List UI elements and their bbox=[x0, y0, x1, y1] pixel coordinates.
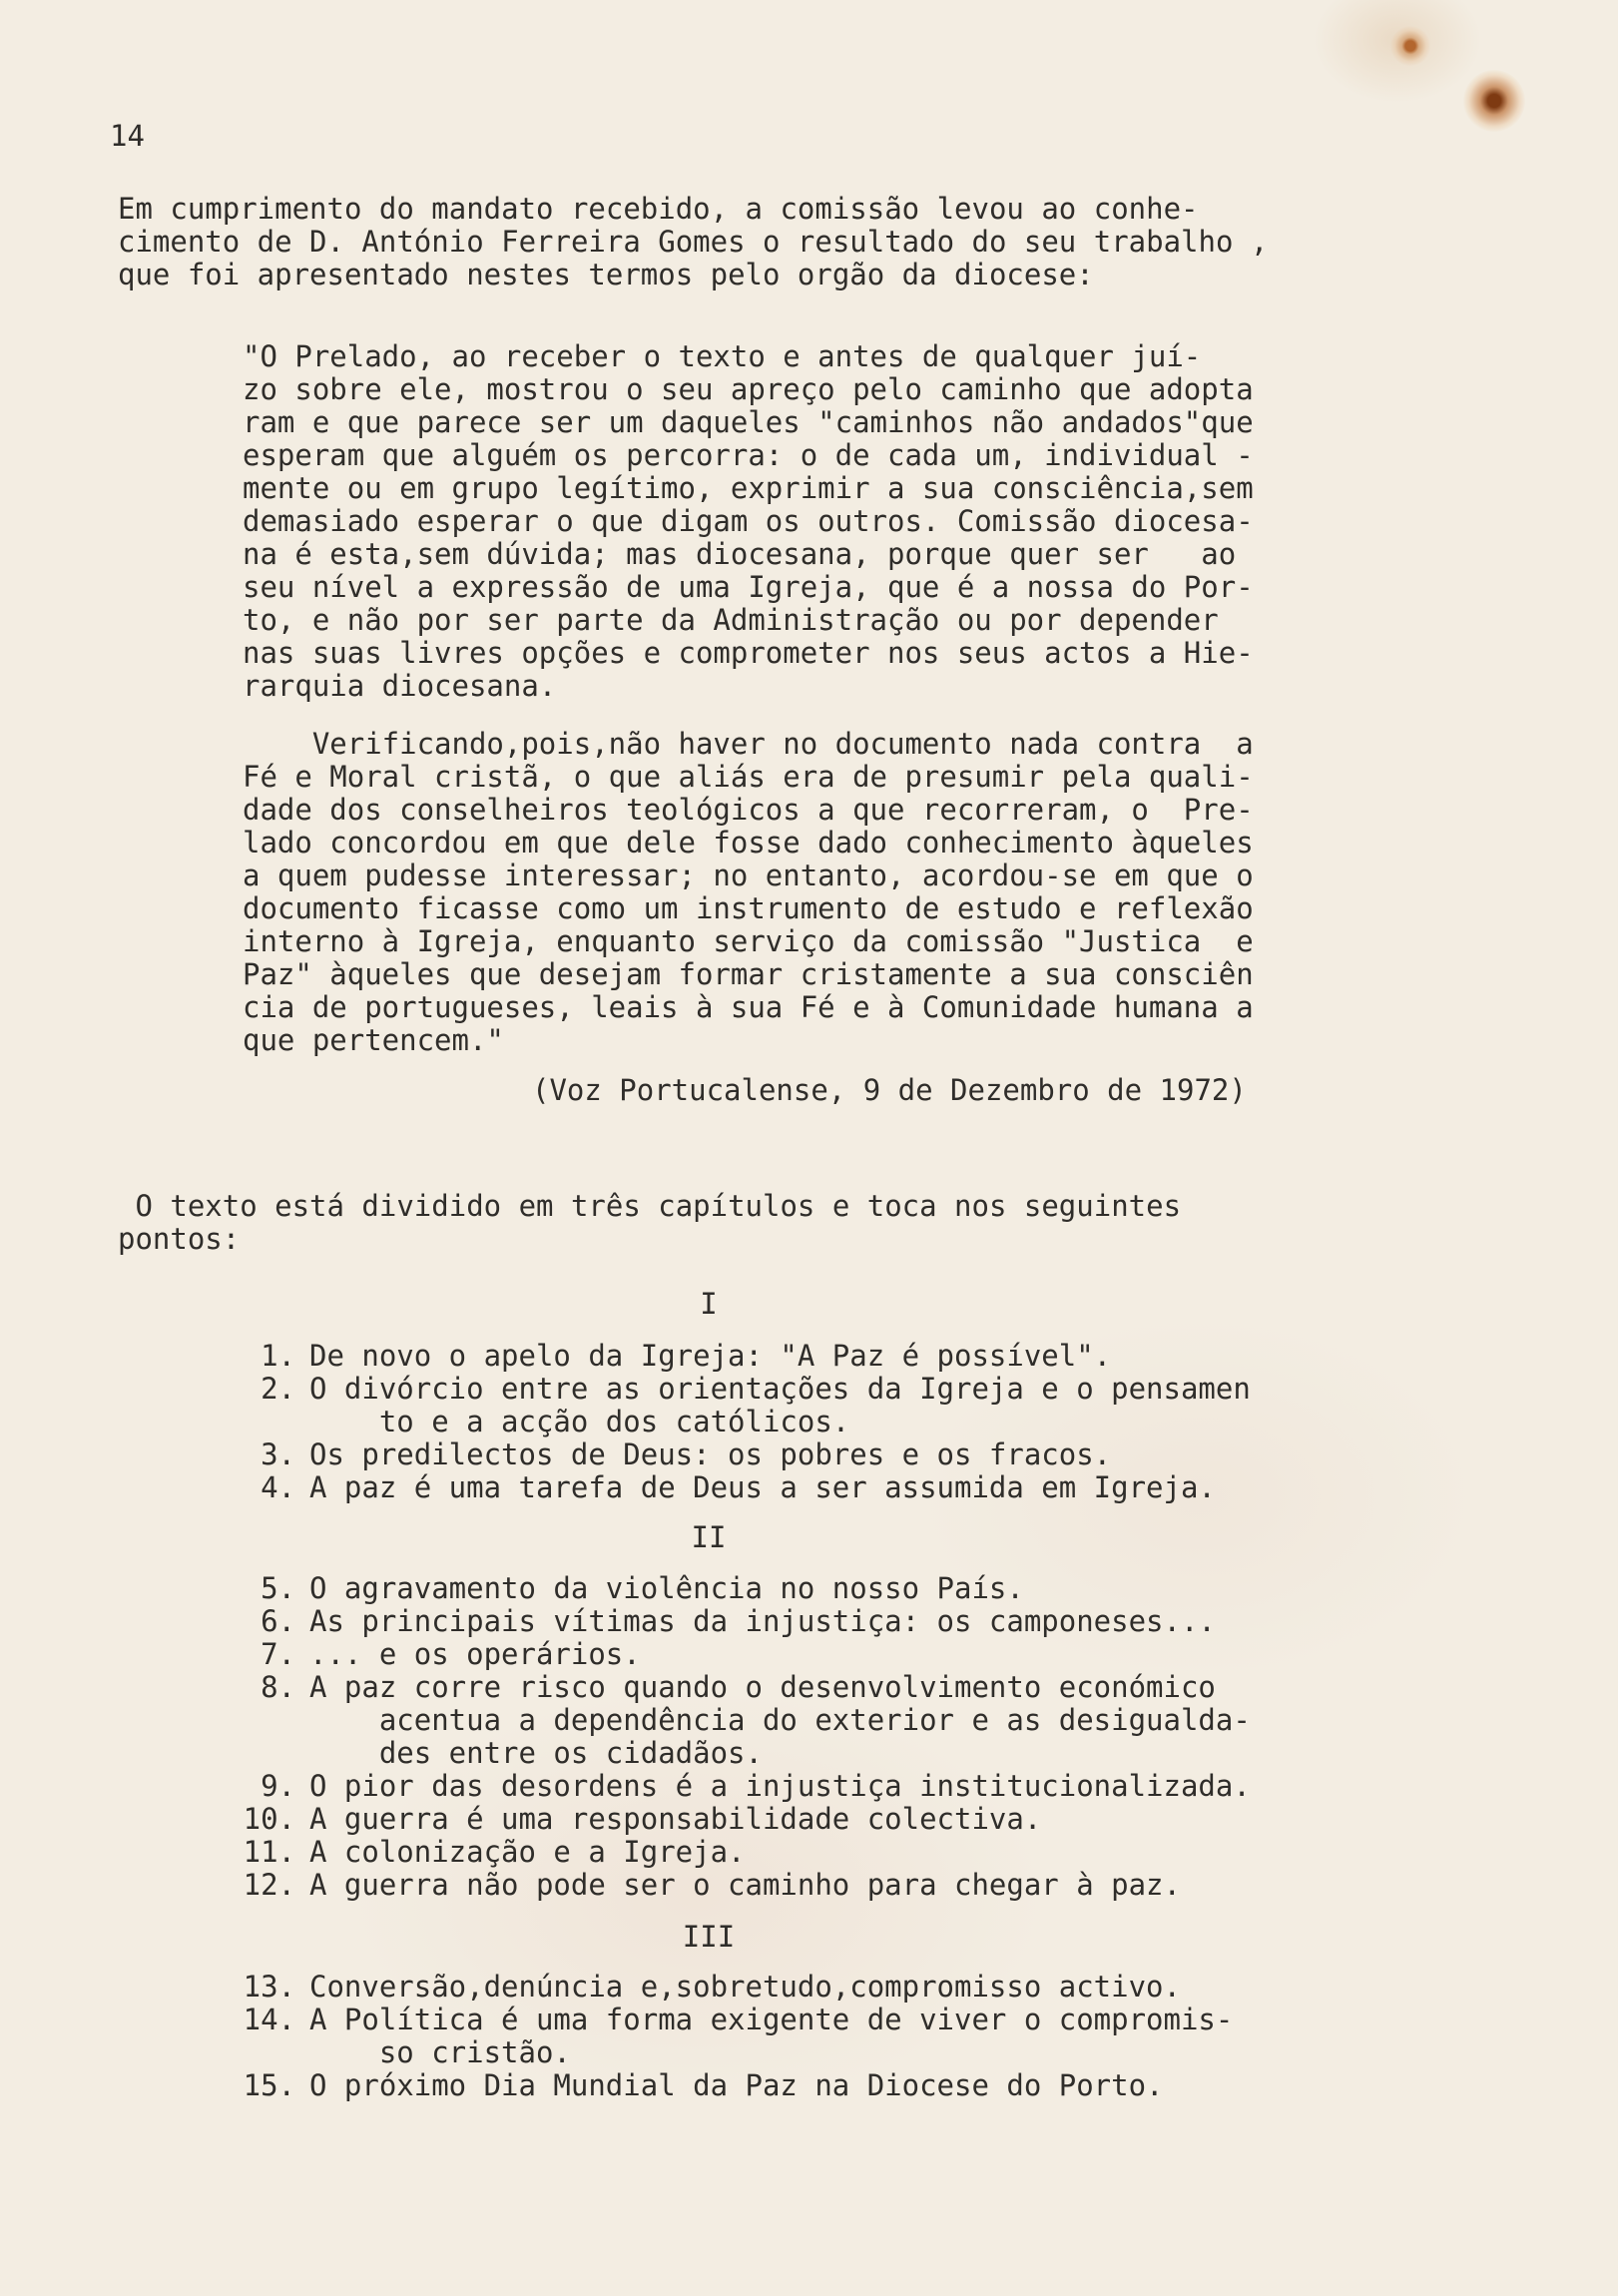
item-number: 7. bbox=[261, 1637, 295, 1671]
item-number: 15. bbox=[243, 2068, 295, 2102]
item-number: 3. bbox=[261, 1437, 295, 1471]
page-number: 14 bbox=[110, 119, 145, 153]
list-item bbox=[216, 1836, 1251, 1869]
item-text: As principais vítimas da injustiça: os camponeses... bbox=[309, 1604, 1216, 1638]
item-number: 13. bbox=[243, 1970, 295, 2004]
chapter-list bbox=[216, 1572, 1251, 1902]
list-item bbox=[216, 1572, 1251, 1605]
item-text: O próximo Dia Mundial da Paz na Diocese do Porto. bbox=[309, 2068, 1164, 2102]
list-item bbox=[216, 1971, 1233, 2004]
list-item bbox=[216, 1803, 1251, 1836]
item-number: 6. bbox=[261, 1604, 295, 1638]
item-number: 5. bbox=[261, 1571, 295, 1605]
list-item bbox=[216, 1605, 1251, 1638]
item-text: O agravamento da violência no nosso País. bbox=[309, 1571, 1024, 1605]
list-item bbox=[216, 1340, 1251, 1373]
chapters-intro: O texto está dividido em três capítulos e toca nos seguintes pontos: bbox=[118, 1189, 1182, 1256]
list-item bbox=[216, 1438, 1251, 1471]
item-text: A guerra é uma responsabilidade colectiva. bbox=[309, 1802, 1042, 1836]
item-number: 14. bbox=[243, 2003, 295, 2036]
chapter-heading: II bbox=[691, 1520, 727, 1554]
list-item bbox=[216, 2069, 1233, 2102]
rust-stain bbox=[1463, 70, 1525, 132]
item-text: A colonização e a Igreja. bbox=[309, 1835, 746, 1869]
item-text: Os predilectos de Deus: os pobres e os fracos. bbox=[309, 1437, 1112, 1471]
opening-paragraph: Em cumprimento do mandato recebido, a comissão levou ao conhe- cimento de D. António Ferreira Gomes o resultado do seu trabalho , que foi apresentado nestes termos pelo orgão da diocese: bbox=[118, 192, 1269, 291]
chapter-heading: I bbox=[700, 1287, 718, 1321]
item-number: 1. bbox=[261, 1339, 295, 1373]
quote-source: (Voz Portucalense, 9 de Dezembro de 1972) bbox=[532, 1073, 1247, 1107]
item-number: 9. bbox=[261, 1769, 295, 1803]
item-text: ... e os operários. bbox=[309, 1637, 641, 1671]
chapter-heading: III bbox=[682, 1920, 736, 1954]
quoted-paragraph: Verificando,pois,não haver no documento nada contra a Fé e Moral cristã, o que aliás era de presumir pela quali- dade dos conselheiros teológicos a que recorreram, o Pre- lado concordou em que dele fosse dado conhecimento àqueles a quem pudesse interessar; no entanto, acordou-se em que o documento ficasse como um instrumento de estudo e reflexão interno à Igreja, enquanto serviço da comissão "Justica e Paz" àqueles que desejam formar cristamente a sua consciên cia de portugueses, leais à sua Fé e à Comunidade humana a que pertencem." bbox=[243, 727, 1254, 1057]
item-number: 12. bbox=[243, 1868, 295, 1902]
item-text: A Política é uma forma exigente de viver o compromis- so cristão. bbox=[309, 2003, 1234, 2069]
item-number: 11. bbox=[243, 1835, 295, 1869]
item-text: A guerra não pode ser o caminho para chegar à paz. bbox=[309, 1868, 1181, 1902]
item-text: A paz corre risco quando o desenvolvimento económico acentua a dependência do exterior e as desigualda- des entre os cidadãos. bbox=[309, 1670, 1251, 1770]
item-number: 4. bbox=[261, 1470, 295, 1504]
item-number: 10. bbox=[243, 1802, 295, 1836]
list-item bbox=[216, 2004, 1233, 2069]
list-item bbox=[216, 1869, 1251, 1902]
item-number: 2. bbox=[261, 1372, 295, 1406]
quoted-paragraph: "O Prelado, ao receber o texto e antes de qualquer juí- zo sobre ele, mostrou o seu apreço pelo caminho que adopta ram e que parece ser um daqueles "caminhos não andados"que esperam que alguém os percorra: o de cada um, individual - mente ou em grupo legítimo, exprimir a sua consciência,sem demasiado esperar o que digam os outros. Comissão diocesa- na é esta,sem dúvida; mas diocesana, porque quer ser ao seu nível a expressão de uma Igreja, que é a nossa do Por- to, e não por ser parte da Administração ou por depender nas suas livres opções e comprometer nos seus actos a Hie- rarquia diocesana. bbox=[243, 339, 1254, 703]
list-item bbox=[216, 1638, 1251, 1671]
item-number: 8. bbox=[261, 1670, 295, 1704]
item-text: De novo o apelo da Igreja: "A Paz é possível". bbox=[309, 1339, 1112, 1373]
item-text: A paz é uma tarefa de Deus a ser assumida em Igreja. bbox=[309, 1470, 1216, 1504]
item-text: O pior das desordens é a injustiça institucionalizada. bbox=[309, 1769, 1251, 1803]
list-item bbox=[216, 1770, 1251, 1803]
chapter-list bbox=[216, 1340, 1251, 1504]
rust-stain bbox=[1390, 26, 1430, 66]
list-item bbox=[216, 1373, 1251, 1438]
list-item bbox=[216, 1471, 1251, 1504]
item-text: Conversão,denúncia e,sobretudo,compromisso activo. bbox=[309, 1970, 1181, 2004]
item-text: O divórcio entre as orientações da Igreja e o pensamen to e a acção dos católicos. bbox=[309, 1372, 1251, 1438]
chapter-list bbox=[216, 1971, 1233, 2102]
list-item bbox=[216, 1671, 1251, 1770]
